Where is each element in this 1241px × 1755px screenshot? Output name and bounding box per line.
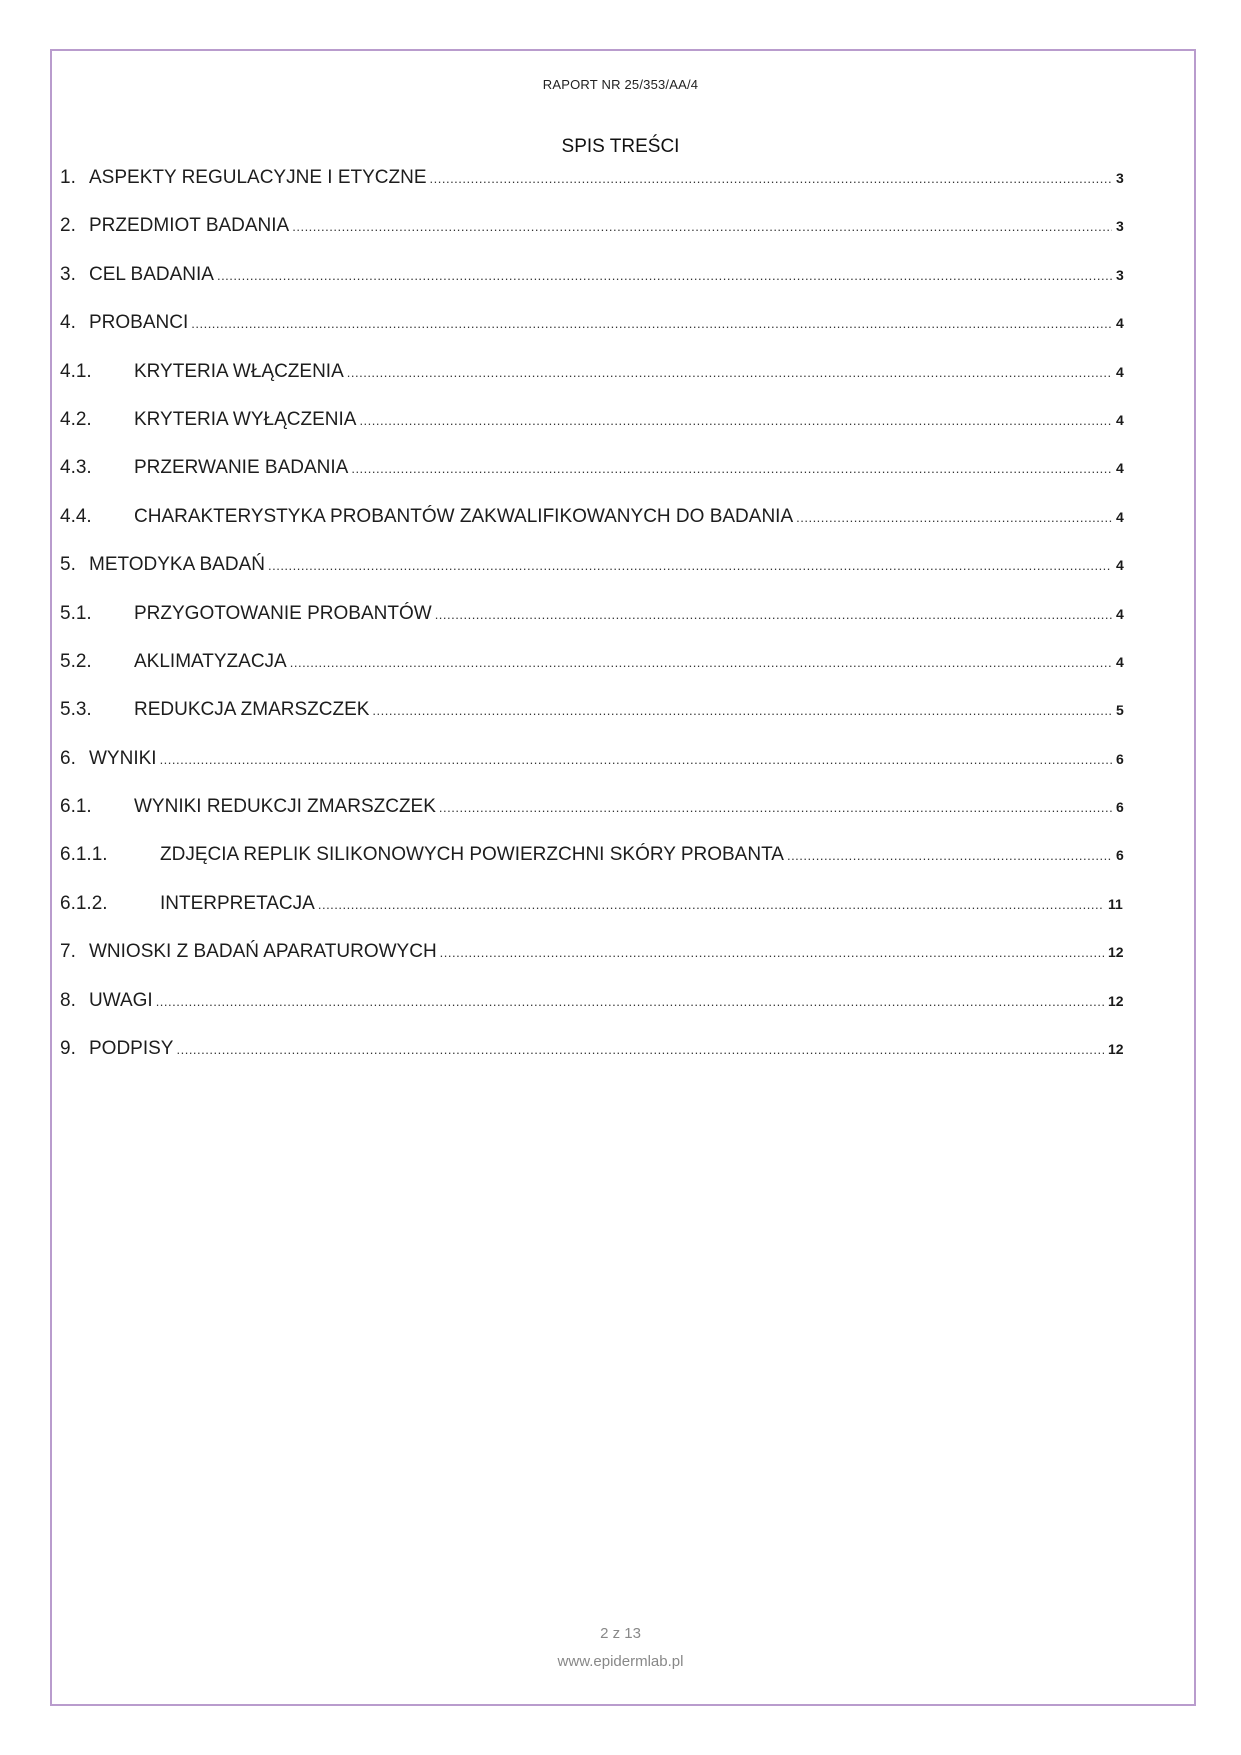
toc-entry-page: 6 xyxy=(1116,847,1124,864)
toc-entry[interactable] xyxy=(60,312,1130,360)
toc-entry-label: CHARAKTERYSTYKA PROBANTÓW ZAKWALIFIKOWANYCH DO BADANIA xyxy=(134,505,794,527)
toc-dot-leader xyxy=(217,268,1112,283)
toc-dot-leader xyxy=(351,461,1112,476)
toc-entry-page: 4 xyxy=(1116,315,1124,332)
toc-entry[interactable] xyxy=(60,893,1130,941)
toc-entry-number: 6. xyxy=(60,747,76,769)
toc-entry[interactable] xyxy=(60,457,1130,505)
toc-entry-page: 4 xyxy=(1116,653,1124,670)
page-number: 2 z 13 xyxy=(600,1625,641,1642)
toc-dot-leader xyxy=(268,558,1112,573)
toc-entry[interactable] xyxy=(60,1038,1130,1086)
toc-entry-number: 1. xyxy=(60,167,76,188)
toc-entry-page: 4 xyxy=(1116,508,1124,525)
toc-dot-leader xyxy=(191,316,1112,331)
toc-entry-label: WNIOSKI Z BADAŃ APARATUROWYCH xyxy=(89,941,437,963)
toc-dot-leader xyxy=(440,945,1104,960)
toc-entry-number: 6.1.2. xyxy=(60,892,108,914)
toc-entry-label: PRZEDMIOT BADANIA xyxy=(89,215,290,237)
toc-entry-number: 5.2. xyxy=(60,650,92,672)
toc-entry-page: 4 xyxy=(1116,411,1124,428)
toc-entry-number: 5. xyxy=(60,554,76,576)
toc-dot-leader xyxy=(347,365,1112,380)
toc-entry-label: UWAGI xyxy=(89,989,153,1011)
toc-entry-page: 11 xyxy=(1108,895,1123,912)
toc-entry-page: 4 xyxy=(1116,363,1124,380)
toc-dot-leader xyxy=(359,413,1112,428)
table-of-contents xyxy=(60,167,1130,1086)
toc-entry-page: 12 xyxy=(1108,1041,1124,1058)
toc-entry-label: ASPEKTY REGULACYJNE I ETYCZNE xyxy=(89,167,427,188)
toc-entry[interactable] xyxy=(60,651,1130,699)
toc-entry[interactable] xyxy=(60,361,1130,409)
toc-dot-leader xyxy=(435,607,1112,622)
toc-entry-page: 3 xyxy=(1116,170,1124,186)
toc-entry[interactable] xyxy=(60,796,1130,844)
toc-entry-number: 4.1. xyxy=(60,360,92,382)
toc-dot-leader xyxy=(787,848,1112,863)
toc-dot-leader xyxy=(318,897,1104,912)
toc-entry-number: 5.3. xyxy=(60,699,92,721)
toc-entry-label: KRYTERIA WYŁĄCZENIA xyxy=(134,408,357,430)
toc-entry-number: 2. xyxy=(60,215,76,237)
toc-entry-label: WYNIKI xyxy=(89,747,157,769)
toc-entry-page: 12 xyxy=(1108,944,1124,961)
toc-entry-label: PODPISY xyxy=(89,1038,174,1060)
toc-entry-page: 3 xyxy=(1116,266,1124,283)
toc-entry[interactable] xyxy=(60,990,1130,1038)
toc-entry-label: PROBANCI xyxy=(89,312,189,334)
toc-dot-leader xyxy=(796,510,1112,525)
toc-entry-page: 3 xyxy=(1116,218,1124,235)
toc-entry-page: 4 xyxy=(1116,460,1124,477)
toc-dot-leader xyxy=(290,655,1112,670)
toc-entry-page: 5 xyxy=(1116,702,1124,719)
toc-entry-number: 4.4. xyxy=(60,505,92,527)
toc-entry-label: AKLIMATYZACJA xyxy=(134,650,287,672)
toc-entry[interactable] xyxy=(60,409,1130,457)
toc-entry-label: WYNIKI REDUKCJI ZMARSZCZEK xyxy=(134,796,436,818)
toc-entry[interactable] xyxy=(60,603,1130,651)
toc-entry-number: 6.1.1. xyxy=(60,844,108,866)
toc-entry-page: 4 xyxy=(1116,557,1124,574)
toc-dot-leader xyxy=(160,752,1112,767)
toc-entry-number: 6.1. xyxy=(60,796,92,818)
toc-entry-label: PRZYGOTOWANIE PROBANTÓW xyxy=(134,602,432,624)
toc-dot-leader xyxy=(439,800,1112,815)
toc-entry-label: METODYKA BADAŃ xyxy=(89,554,265,576)
toc-entry-label: CEL BADANIA xyxy=(89,263,214,285)
toc-entry-page: 6 xyxy=(1116,799,1124,816)
toc-entry-page: 12 xyxy=(1108,992,1124,1009)
toc-entry[interactable] xyxy=(60,554,1130,602)
toc-dot-leader xyxy=(430,171,1112,186)
toc-entry[interactable] xyxy=(60,215,1130,263)
toc-entry-number: 4. xyxy=(60,312,76,334)
toc-entry-number: 9. xyxy=(60,1038,76,1060)
toc-entry-page: 6 xyxy=(1116,750,1124,767)
footer-url[interactable]: www.epidermlab.pl xyxy=(557,1653,684,1670)
toc-entry-number: 5.1. xyxy=(60,602,92,624)
toc-entry[interactable] xyxy=(60,748,1130,796)
report-number: RAPORT NR 25/353/AA/4 xyxy=(542,77,699,92)
toc-entry-label: REDUKCJA ZMARSZCZEK xyxy=(134,699,370,721)
toc-entry-label: ZDJĘCIA REPLIK SILIKONOWYCH POWIERZCHNI SKÓRY PROBANTA xyxy=(160,844,784,866)
toc-entry[interactable] xyxy=(60,844,1130,892)
toc-entry-number: 8. xyxy=(60,989,76,1011)
toc-entry-number: 4.3. xyxy=(60,457,92,479)
toc-title: SPIS TREŚCI xyxy=(561,136,680,157)
toc-entry-page: 4 xyxy=(1116,605,1124,622)
toc-entry[interactable] xyxy=(60,167,1130,215)
toc-dot-leader xyxy=(292,219,1112,234)
toc-entry-number: 4.2. xyxy=(60,408,92,430)
toc-entry[interactable] xyxy=(60,941,1130,989)
toc-entry[interactable] xyxy=(60,506,1130,554)
toc-dot-leader xyxy=(372,703,1112,718)
toc-entry[interactable] xyxy=(60,699,1130,747)
toc-entry-number: 7. xyxy=(60,941,76,963)
toc-entry-label: KRYTERIA WŁĄCZENIA xyxy=(134,360,344,382)
toc-dot-leader xyxy=(176,1042,1104,1057)
toc-entry-number: 3. xyxy=(60,263,76,285)
toc-entry-label: PRZERWANIE BADANIA xyxy=(134,457,349,479)
toc-entry-label: INTERPRETACJA xyxy=(160,892,315,914)
toc-dot-leader xyxy=(156,994,1104,1009)
toc-entry[interactable] xyxy=(60,264,1130,312)
